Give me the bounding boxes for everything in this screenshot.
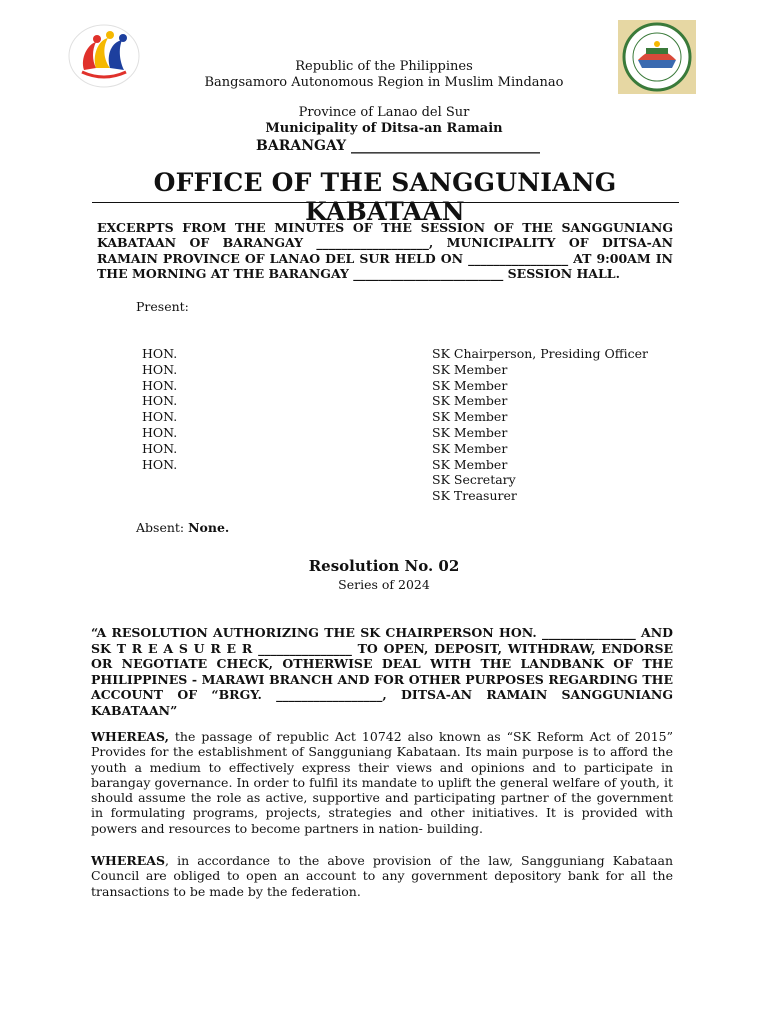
whereas-label: WHEREAS [91, 853, 166, 868]
member-hon: HON. [142, 456, 178, 472]
office-title: OFFICE OF THE SANGGUNIANG KABATAAN [153, 168, 617, 226]
resolution-series: Series of 2024 [338, 577, 430, 592]
member-role: SK Member [432, 456, 508, 472]
member-role: SK Member [432, 409, 508, 425]
members-hon-column [142, 346, 242, 472]
member-hon: HON. [142, 377, 178, 393]
member-hon: HON. [142, 440, 178, 456]
member-role: SK Chairperson, Presiding Officer [432, 346, 648, 361]
member-role: SK Secretary [432, 472, 516, 488]
member-role: SK Member [432, 440, 508, 456]
member-hon: HON. [142, 393, 178, 409]
header-municipality: Municipality of Ditsa-an Ramain [265, 121, 503, 136]
member-role: SK Member [432, 393, 508, 409]
member-role: SK Member [432, 361, 508, 377]
member-role: SK Member [432, 424, 508, 440]
whereas-text: , in accordance to the above provision of the law, Sangguniang Kabataan Council are obliged to open an account to any government depository bank for all the transactions to be made by the federation. [91, 853, 673, 899]
members-role-column [432, 346, 692, 504]
member-role: SK Member [432, 377, 508, 393]
excerpts-paragraph: EXCERPTS FROM THE MINUTES OF THE SESSION OF THE SANGGUNIANG KABATAAN OF BARANGAY __________________, MUNICIPALITY OF DITSA-AN RAMAIN PROVINCE OF LANAO DEL SUR HELD ON ________________ AT 9:00AM IN THE MORNING AT THE BARANGAY ________________________ SESSION HALL. [97, 220, 673, 281]
member-hon: HON. [142, 346, 178, 361]
absent-label: Absent: [136, 520, 185, 535]
header-republic: Republic of the Philippines [295, 59, 473, 74]
absent-value: None. [188, 520, 230, 535]
whereas-text: the passage of republic Act 10742 also known as “SK Reform Act of 2015” Provides for the establishment of Sangguniang Kabataan. Its main purpose is to afford the youth a medium to effectively express their views and opinions and to participate in barangay governance. In order to fulfil its mandate to uplift the general welfare of youth, it should assume the role as active, supportive and participating partner of the government in formulating programs, projects, strategies and other initiatives. It is provided with powers and resources to become partners in nation- building. [91, 729, 673, 836]
present-label: Present: [136, 299, 189, 314]
resolution-quote: “A RESOLUTION AUTHORIZING THE SK CHAIRPERSON HON. _______________ AND SK T R E A S U R E R _______________ TO OPEN, DEPOSIT, WITHDRAW, ENDORSE OR NEGOTIATE CHECK, OTHERWISE DEAL WITH THE LANDBANK OF THE PHILIPPINES - MARAWI BRANCH AND FOR OTHER PURPOSES REGARDING THE ACCOUNT OF “BRGY. _________________, DITSA-AN RAMAIN SANGGUNIANG KABATAAN” [91, 625, 673, 718]
whereas-label: WHEREAS, [91, 729, 169, 744]
member-hon: HON. [142, 424, 178, 440]
whereas-paragraph-2 [91, 853, 673, 899]
member-hon: HON. [142, 361, 178, 377]
header-barangay: BARANGAY ___________________________ [256, 138, 540, 154]
member-role: SK Treasurer [432, 488, 517, 504]
header-province: Province of Lanao del Sur [298, 105, 470, 120]
header-region: Bangsamoro Autonomous Region in Muslim Mindanao [204, 75, 564, 90]
whereas-paragraph-1 [91, 729, 673, 836]
title-divider [92, 202, 679, 203]
member-hon: HON. [142, 409, 178, 425]
resolution-title: Resolution No. 02 [308, 557, 460, 575]
absent-line [136, 520, 229, 535]
